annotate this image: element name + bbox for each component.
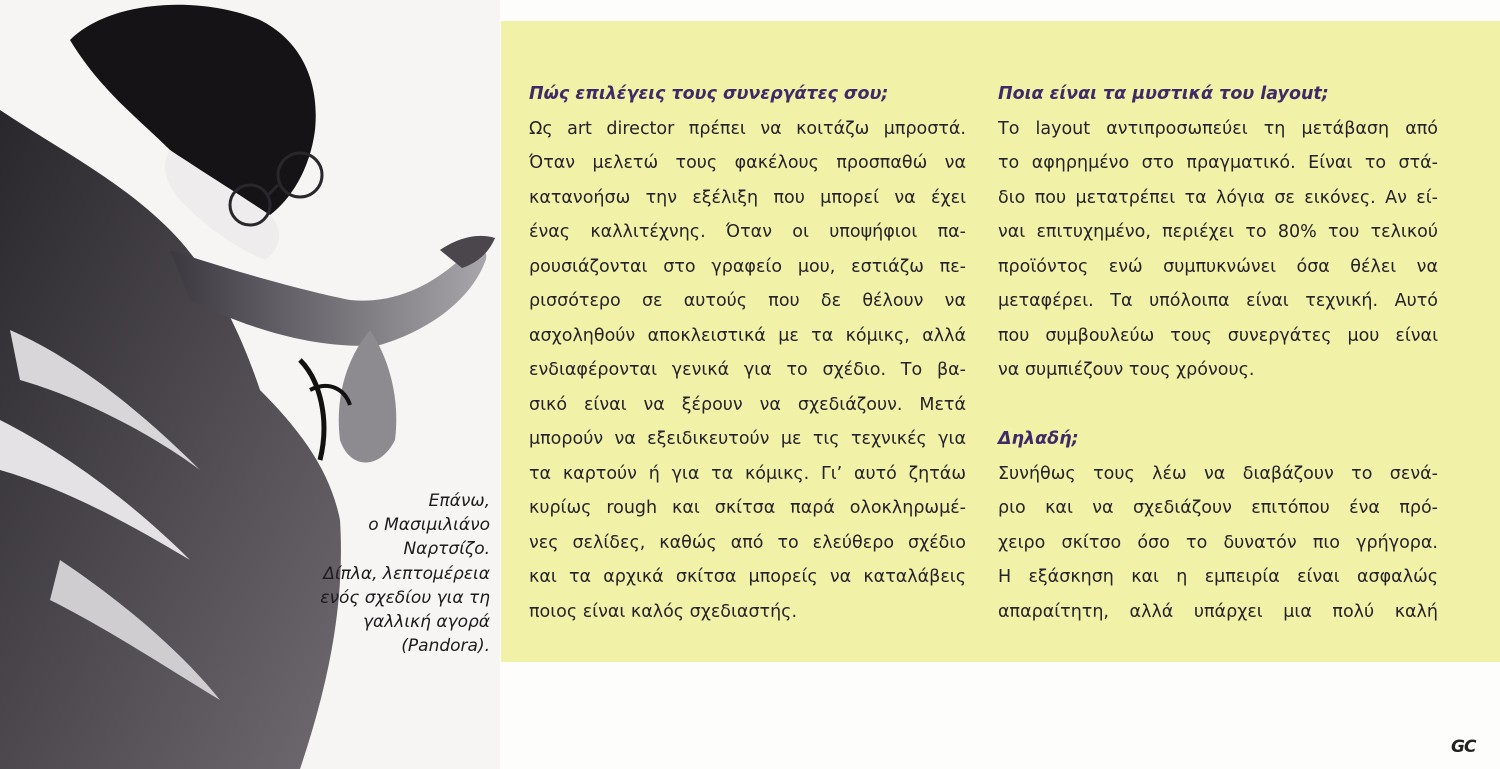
body-line: ένας καλλιτέχνης. Όταν οι υποψήφιοι πα- bbox=[529, 222, 966, 242]
caption-line: Δίπλα, λεπτομέρεια bbox=[323, 563, 490, 584]
watermark-logo: GC bbox=[1451, 737, 1476, 757]
paragraph-gap bbox=[998, 388, 1438, 423]
body-line: νες σελίδες, καθώς από το ελεύθερο σχέδιο bbox=[529, 532, 966, 553]
body-line: ενδιαφέρονται γενικά για το σχέδιο. Το βα- bbox=[529, 360, 966, 380]
question-heading: Ποια είναι τα μυστικά του layout; bbox=[998, 84, 1329, 104]
body-line: τα καρτούν ή για τα κόμικς. Γι’ αυτό ζητάω bbox=[529, 463, 966, 484]
body-line: χειρο σκίτσο όσο το δυνατόν πιο γρήγορα. bbox=[998, 532, 1438, 553]
body-line: ναι επιτυχημένο, περιέχει το 80% του τελικού bbox=[998, 222, 1438, 242]
body-line: που συμβουλεύω τους συνεργάτες μου είναι bbox=[998, 325, 1438, 346]
body-line: μπορούν να εξειδικευτούν με τις τεχνικές για bbox=[529, 429, 966, 449]
body-line: προϊόντος ενώ συμπυκνώνει όσα θέλει να bbox=[998, 256, 1438, 277]
body-line: το αφηρημένο στο πραγματικό. Είναι το στά- bbox=[998, 153, 1438, 173]
body-line: να συμπιέζουν τους χρόνους. bbox=[998, 360, 1255, 380]
interview-panel bbox=[501, 21, 1500, 662]
body-line: ρισσότερο σε αυτούς που δε θέλουν να bbox=[529, 291, 966, 311]
body-line: Όταν μελετώ τους φακέλους προσπαθώ να bbox=[529, 153, 966, 173]
caption-line: Ναρτσίζο. bbox=[403, 539, 490, 560]
body-line: Το layout αντιπροσωπεύει τη μετάβαση από bbox=[998, 118, 1438, 139]
body-line: ριο και να σχεδιάζουν επιτόπου ένα πρό- bbox=[998, 498, 1438, 518]
body-line: ασχοληθούν αποκλειστικά με τα κόμικς, αλλά bbox=[529, 325, 966, 346]
body-line: Συνήθως τους λέω να διαβάζουν το σενά- bbox=[998, 463, 1438, 484]
caption-line: (Pandora). bbox=[401, 636, 490, 657]
left-column bbox=[529, 77, 966, 629]
body-line: σικό είναι να ξέρουν να σχεδιάζουν. Μετά bbox=[529, 394, 966, 415]
caption-line: γαλλική αγορά bbox=[362, 612, 490, 633]
body-line: Ως art director πρέπει να κοιτάζω μπροστά. bbox=[529, 118, 966, 139]
body-line: κατανοήσω την εξέλιξη που μπορεί να έχει bbox=[529, 187, 966, 208]
caption-line: ο Μασιμιλιάνο bbox=[368, 515, 490, 536]
body-line: Η εξάσκηση και η εμπειρία είναι ασφαλώς bbox=[998, 567, 1438, 587]
body-line: και τα αρχικά σκίτσα μπορείς να καταλάβεις bbox=[529, 567, 966, 587]
top-marks bbox=[740, 0, 760, 6]
body-line: μεταφέρει. Τα υπόλοιπα είναι τεχνική. Αυτό bbox=[998, 291, 1438, 311]
body-line: διο που μετατρέπει τα λόγια σε εικόνες. Αν εί- bbox=[998, 187, 1438, 208]
body-line: ρουσιάζονται στο γραφείο μου, εστιάζω πε- bbox=[529, 256, 966, 277]
body-line: απαραίτητη, αλλά υπάρχει μια πολύ καλή bbox=[998, 601, 1438, 622]
question-heading: Πώς επιλέγεις τους συνεργάτες σου; bbox=[529, 84, 889, 104]
body-line: ποιος είναι καλός σχεδιαστής. bbox=[529, 601, 798, 622]
caption-line: ενός σχεδίου για τη bbox=[320, 587, 490, 608]
right-column bbox=[998, 77, 1438, 629]
image-caption bbox=[320, 489, 490, 658]
body-line: κυρίως rough και σκίτσα παρά ολοκληρωμέ- bbox=[529, 498, 966, 518]
question-heading: Δηλαδή; bbox=[998, 429, 1079, 449]
caption-line: Επάνω, bbox=[428, 491, 490, 511]
